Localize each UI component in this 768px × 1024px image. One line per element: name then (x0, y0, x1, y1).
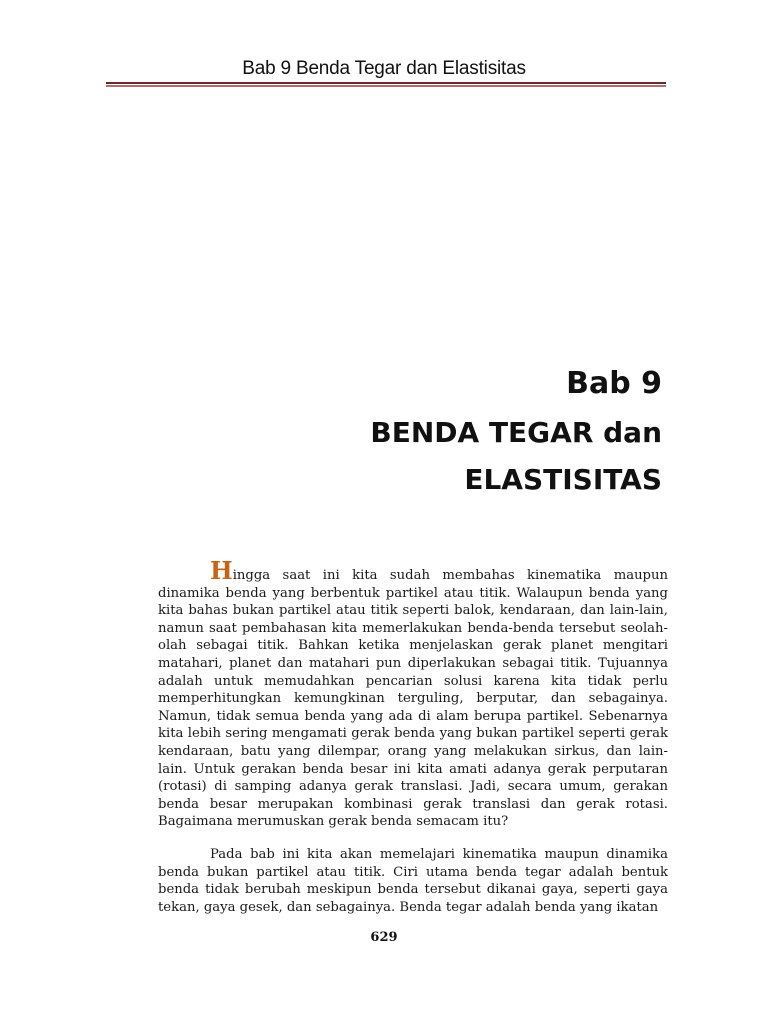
chapter-title-line-2: ELASTISITAS (464, 463, 662, 496)
header-rule-dark (106, 82, 666, 84)
paragraph-2: Pada bab ini kita akan memelajari kinematika maupun dinamika benda bukan partikel atau titik. Ciri utama benda tegar adalah bentuk benda tidak berubah meskipun benda tersebut dikanai gaya, seperti gaya tekan, gaya gesek, dan sebagainya. Benda tegar adalah benda yang ikatan (158, 846, 668, 915)
header-rule-light (106, 85, 666, 87)
paragraph-1 (158, 556, 668, 831)
page-number: 629 (370, 930, 398, 945)
body-text (158, 556, 668, 931)
running-header-title: Bab 9 Benda Tegar dan Elastisitas (242, 58, 526, 79)
chapter-number: Bab 9 (566, 366, 662, 401)
drop-cap: H (210, 556, 233, 585)
chapter-title-line-1: BENDA TEGAR dan (370, 416, 662, 449)
paragraph-1-text: ingga saat ini kita sudah membahas kinematika maupun dinamika benda yang berbentuk partikel atau titik. Walaupun benda yang kita bahas bukan partikel atau titik seperti balok, kendaraan, dan lain-lain, namun saat pembahasan kita memerlakukan benda-benda tersebut seolah-olah sebagai titik. Bahkan ketika menjelaskan gerak planet mengitari matahari, planet dan matahari pun diperlakukan sebagai titik. Tujuannya adalah untuk memudahkan pencarian solusi karena kita tidak perlu memperhitungkan kemungkinan terguling, berputar, dan sebagainya. Namun, tidak semua benda yang ada di alam berupa partikel. Sebenarnya kita lebih sering mengamati gerak benda yang bukan partikel seperti gerak kendaraan, batu yang dilempar, orang yang melakukan sirkus, dan lain-lain. Untuk gerakan benda besar ini kita amati adanya gerak perputaran (rotasi) di samping adanya gerak translasi. Jadi, secara umum, gerakan benda besar merupakan kombinasi gerak translasi dan gerak rotasi. Bagaimana merumuskan gerak benda semacam itu? (158, 568, 668, 830)
